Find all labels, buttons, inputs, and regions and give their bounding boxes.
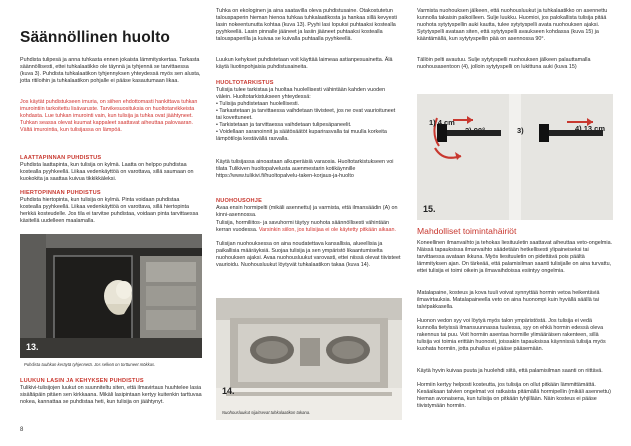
- plaster-cleaning-text: Puhdista hiertopinta, kun tulisija on kylmä. Pinta voidaan puhdistaa kostealla pyyhkeellä. Liikaa vedenkäyttöä on varottava, sillä hiertopinta herkkä kosteudelle. Jos tila ei tarvitse puhdistaa, voidaan pinta tarvittaessa käsitellä uudelleen maalamalla.: [20, 197, 199, 225]
- section-heading-glass-cleaning: LUUKUN LASIN JA KEHYKSEN PUHDISTUS: [20, 378, 144, 384]
- section-heading-sweeping: NUOHOUSOHJE: [216, 198, 263, 204]
- frame-cleaning-sentence: Luukun kehykset puhdistetaan voit käyttää laimeaa astianpesuainetta. Älä käytä liuotinpohjaisia puhdistusaineita.: [216, 57, 393, 71]
- damper-operation-illustration: [417, 94, 613, 220]
- figure-13-photo: [20, 234, 202, 358]
- vacuum-warning: Jos käytät puhdistukseen imuria, on siihen ehdottomasti hankittava tuhkan imurointiin tarkoitettu lisävaruste. Tarvikesuosituksia on huoltotarvikkeista kohdasta. Lue tuhkan imurointi vain, kun tulisija ja tuhka ovat jäähtyneet. Tuhkan seassa olevat kuumat kappaleet saattavat aiheuttaa palovaaran. Vältä imurointia, kun tulisijassa on lämpöä.: [20, 99, 198, 134]
- list-item: • Tarkastetaan ja tarvittaessa vaihdetaan tiivisteet, jos ne ovat vaurioituneet tai kovettuneet.: [216, 108, 396, 122]
- list-item: • Voidellaan saranoinnit ja säätösäätöt kuparirasvalla tai muulla korkeita lämpötiloja kestävällä rasvalla.: [216, 129, 387, 143]
- malfunctions-text-1: Koneellinen ilmanvaihto ja tehokas liesituuletin saattavat aiheuttaa veto-ongelmia. Näissä tapauksissa ilmanvaihto säädetään hetkellisesti ylipaineiseksi tai tarvittaessa avataan ikkuna. Myös liesituuletin on pidettävä pois päältä lämmityksen ajan. On tärkeää, että palamisilman saanti tulisijalle on aina turvattu, ettei tulisija ei toimi oikein ja ilmavaihdoissa esiintyy ongelmia.: [417, 240, 613, 275]
- tile-cleaning-text: Puhdista laattapinta, kun tulisija on kylmä. Laatta on helppo puhdistaa kostealla pyyhkeellä. Liikaa vedenkäyttöä on varottava, sillä saumaan on kuokokita ja saattaa kuivua tikkikkäleksi.: [20, 162, 194, 183]
- section-heading-tile-cleaning: LAATTAPINNAN PUHDISTUS: [20, 155, 102, 161]
- malfunctions-text-5: Hormiin kertyy helposti kosteutta, jos tulisija on ollut pitkään lämmittämättä. Kesäaikaan talvien ongelmat voi ratkaista pitämällä hormipellin (mikäli asennettu) hieman avonaisena, kun tulisija on pitkään tyhjillään. Näin kosteus ei pääse tiivistymään hormiin.: [417, 382, 611, 410]
- malfunctions-text-2: Matalapaine, kosteus ja kova tuuli voivat synnyttää hormin vetoa heikentäviä ilmavirtauksia. Matalapaineella veto on aina huonompi kuin hyvällä säällä tai talvipakkasella.: [417, 290, 600, 311]
- figure-14-number: 14.: [222, 386, 235, 396]
- figure-14-photo: [216, 298, 402, 420]
- figure-13-number: 13.: [26, 342, 39, 352]
- malfunctions-heading: Mahdolliset toimintahäiriöt: [417, 226, 517, 236]
- figure-15-photo: [417, 94, 613, 220]
- page-number: 8: [20, 427, 24, 433]
- figure-13-caption: Puhdista tuuhkan keräytä tyhjennetä. Jos selkeä on torttuneet mökkas.: [24, 362, 156, 367]
- service-check-list: [216, 101, 402, 144]
- list-item: • Tarkistetaan ja tarvittaessa vaihdetaan tulipesäpaneelit.: [216, 122, 352, 129]
- malfunctions-text-4: Käytä hyvin kuivaa puuta ja huolehdi siitä, että palamisilman saanti on riittävä.: [417, 368, 603, 374]
- malfunctions-text-3: Huonon vedon syy voi löytyä myös talon ympäristöstä. Jos tulisija ei vedä kunnolla tietyissä ilmansuunnassa tuulessa, syy on ehkä hormin edessä oleva rakennus tai puu. Voit hormiin asentaa hormille ylimääräisen rakenteen, sillä tulisija voi toimia erittäin huonosti, joissakin tapauksissa käynnissä tulisija myös kuohata hormiin, jotta puhallus ei pääse pääsemään.: [417, 318, 606, 353]
- sweeping-instructions: Tulisijan nuohouksessa on aina noudatettava kansallisia, alueellisia ja paikallisia määräyksiä. Suojaa tulisija ja sen ympäristö likaantumiselta nuohouksen ajaksi. Avaa nuohousluukut varovasti, ettei niissä olevat tiivisteet vaurioidu. Nuohousluukut löytyvät tuhkalaatikon takaa (kuva 14).: [216, 241, 401, 269]
- service-check-intro: Tulisija tulee tarkistaa ja huoltaa huolellisesti vähintään kahden vuoden välein. Huoltotarkistukseen yhteydessä:: [216, 87, 386, 101]
- sweeping-warning: Varsinkin siilon, jos tulisijaa ei ole käytetty pitkään aikaan.: [258, 227, 396, 234]
- figure-15-label-4: 3): [517, 126, 524, 135]
- sweeping-frequency: [216, 220, 402, 234]
- sweeping-intro: Avaa ensin hormipelti (mikäli asennettu) ja varmista, että ilmansäädin (A) on kinni-asennossa.: [216, 205, 398, 219]
- glass-cleaning-text: Tulikivi-tulisijojen luukut on suunniteltu siten, että ilmavirtaus huuhtelee lasia sisältäpäin pitäen sen kirkkaana. Mikäli lasipintaan kertyy kuitenkin tarttuvaa nokea, kannattaa se puhdistaa heti, kun tulisija on jäähtynyt.: [20, 385, 202, 406]
- section-heading-plaster-cleaning: HIERTOPINNAN PUHDISTUS: [20, 190, 101, 196]
- list-item: • Tulisija puhdistetaan huolellisesti.: [216, 101, 300, 107]
- sweeping-frequency-text: Tulisija, hormiliitos- ja savuhormi täytyy nuohota säännöllisesti vähintään kerran vuodessa.: [216, 220, 389, 234]
- figure-15-label-1: 1) 4 cm: [429, 118, 455, 127]
- sweeping-hatch-illustration: [216, 298, 402, 420]
- figure-14-caption: Nuohousluukut sijaitsevat tuhkalaatikon takana.: [222, 410, 311, 415]
- frame-cleaning-text: [216, 57, 402, 71]
- page-title: Säännöllinen huolto: [20, 29, 171, 46]
- after-sweeping-text: Varmista nuohouksen jälkeen, että nuohousluukut ja tuhkalaatikko on asennettu kunnolla takaisin paikoilleen. Sulje luukku. Huomioi, jos palokallista tulisija pitää nuohota sytytyspellin auki kautta, tulee sytytyspelli avata nuohouksen ajaksi. Sytytyspelli avataan siten, että sytytyspelli avaukseen kohdassa (kuva 15) ja kääntämällä, kun sytytyspellin pää on asennossa 90°.: [417, 8, 608, 43]
- ash-cleaning-text: Tuhka on ekologinen ja aina saatavilla oleva puhdistusaine. Otakostutetun talouspaperin hieman hienoa tuhkaa tuhkalaatikosta ja hankaa sillä kevyesti lasin nokeentunutta kohtaa (kuva 13). Pyyhi lasi lopuksi puhtaaksi kostealla pyyhkeellä. Lasin pinnalle jääneet ja lasiin jääneet puhtaaksi kostealla talouspaperilla ja kuivaa se kuivalla puhtaalla pyyhkeellä.: [216, 8, 398, 43]
- section-heading-service-check: HUOLTOTARKISTUS: [216, 80, 274, 86]
- service-booking-text: Käytä tulisijassa ainoastaan alkuperäisiä varaosia. Huoltotarkistukseen voi tilata Tulikiven huoltopalvelusta auenmestarin kotikäynnille https://www.tulikivi.fi/huoltopalvelu-taken-korjaus-ja-huolto: [216, 159, 394, 180]
- intro-paragraph: Puhdista tulipesä ja anna tuhkasta ennen jokaista lämmityskertaa. Tarkasta säännöllisesti, ettei tuhkalaatikko ole täynnä ja tyhjennä se tarvittaessa (kuva 3). Puhdista tuhkalaatikon tyhjennyksen yhteydessä myös sen alusta, jotta ritiloihin ja tuhkalaatikon pohjalle ei pääse kasautumaan likaa.: [20, 57, 201, 85]
- figure-15-label-3: 4) 13 cm: [575, 124, 606, 133]
- fireplace-glass-illustration: [20, 234, 202, 358]
- damper-text: Tällöin pelti avautuu. Sulje sytytyspelli nuohouksen jälkeen palauttamalla nuohousasentoon (4), jolloin sytytyspelli on lukittuna auki (kuva 15): [417, 57, 591, 71]
- figure-15-number: 15.: [423, 204, 436, 214]
- figure-15-label-2: 2) 90°: [465, 126, 486, 135]
